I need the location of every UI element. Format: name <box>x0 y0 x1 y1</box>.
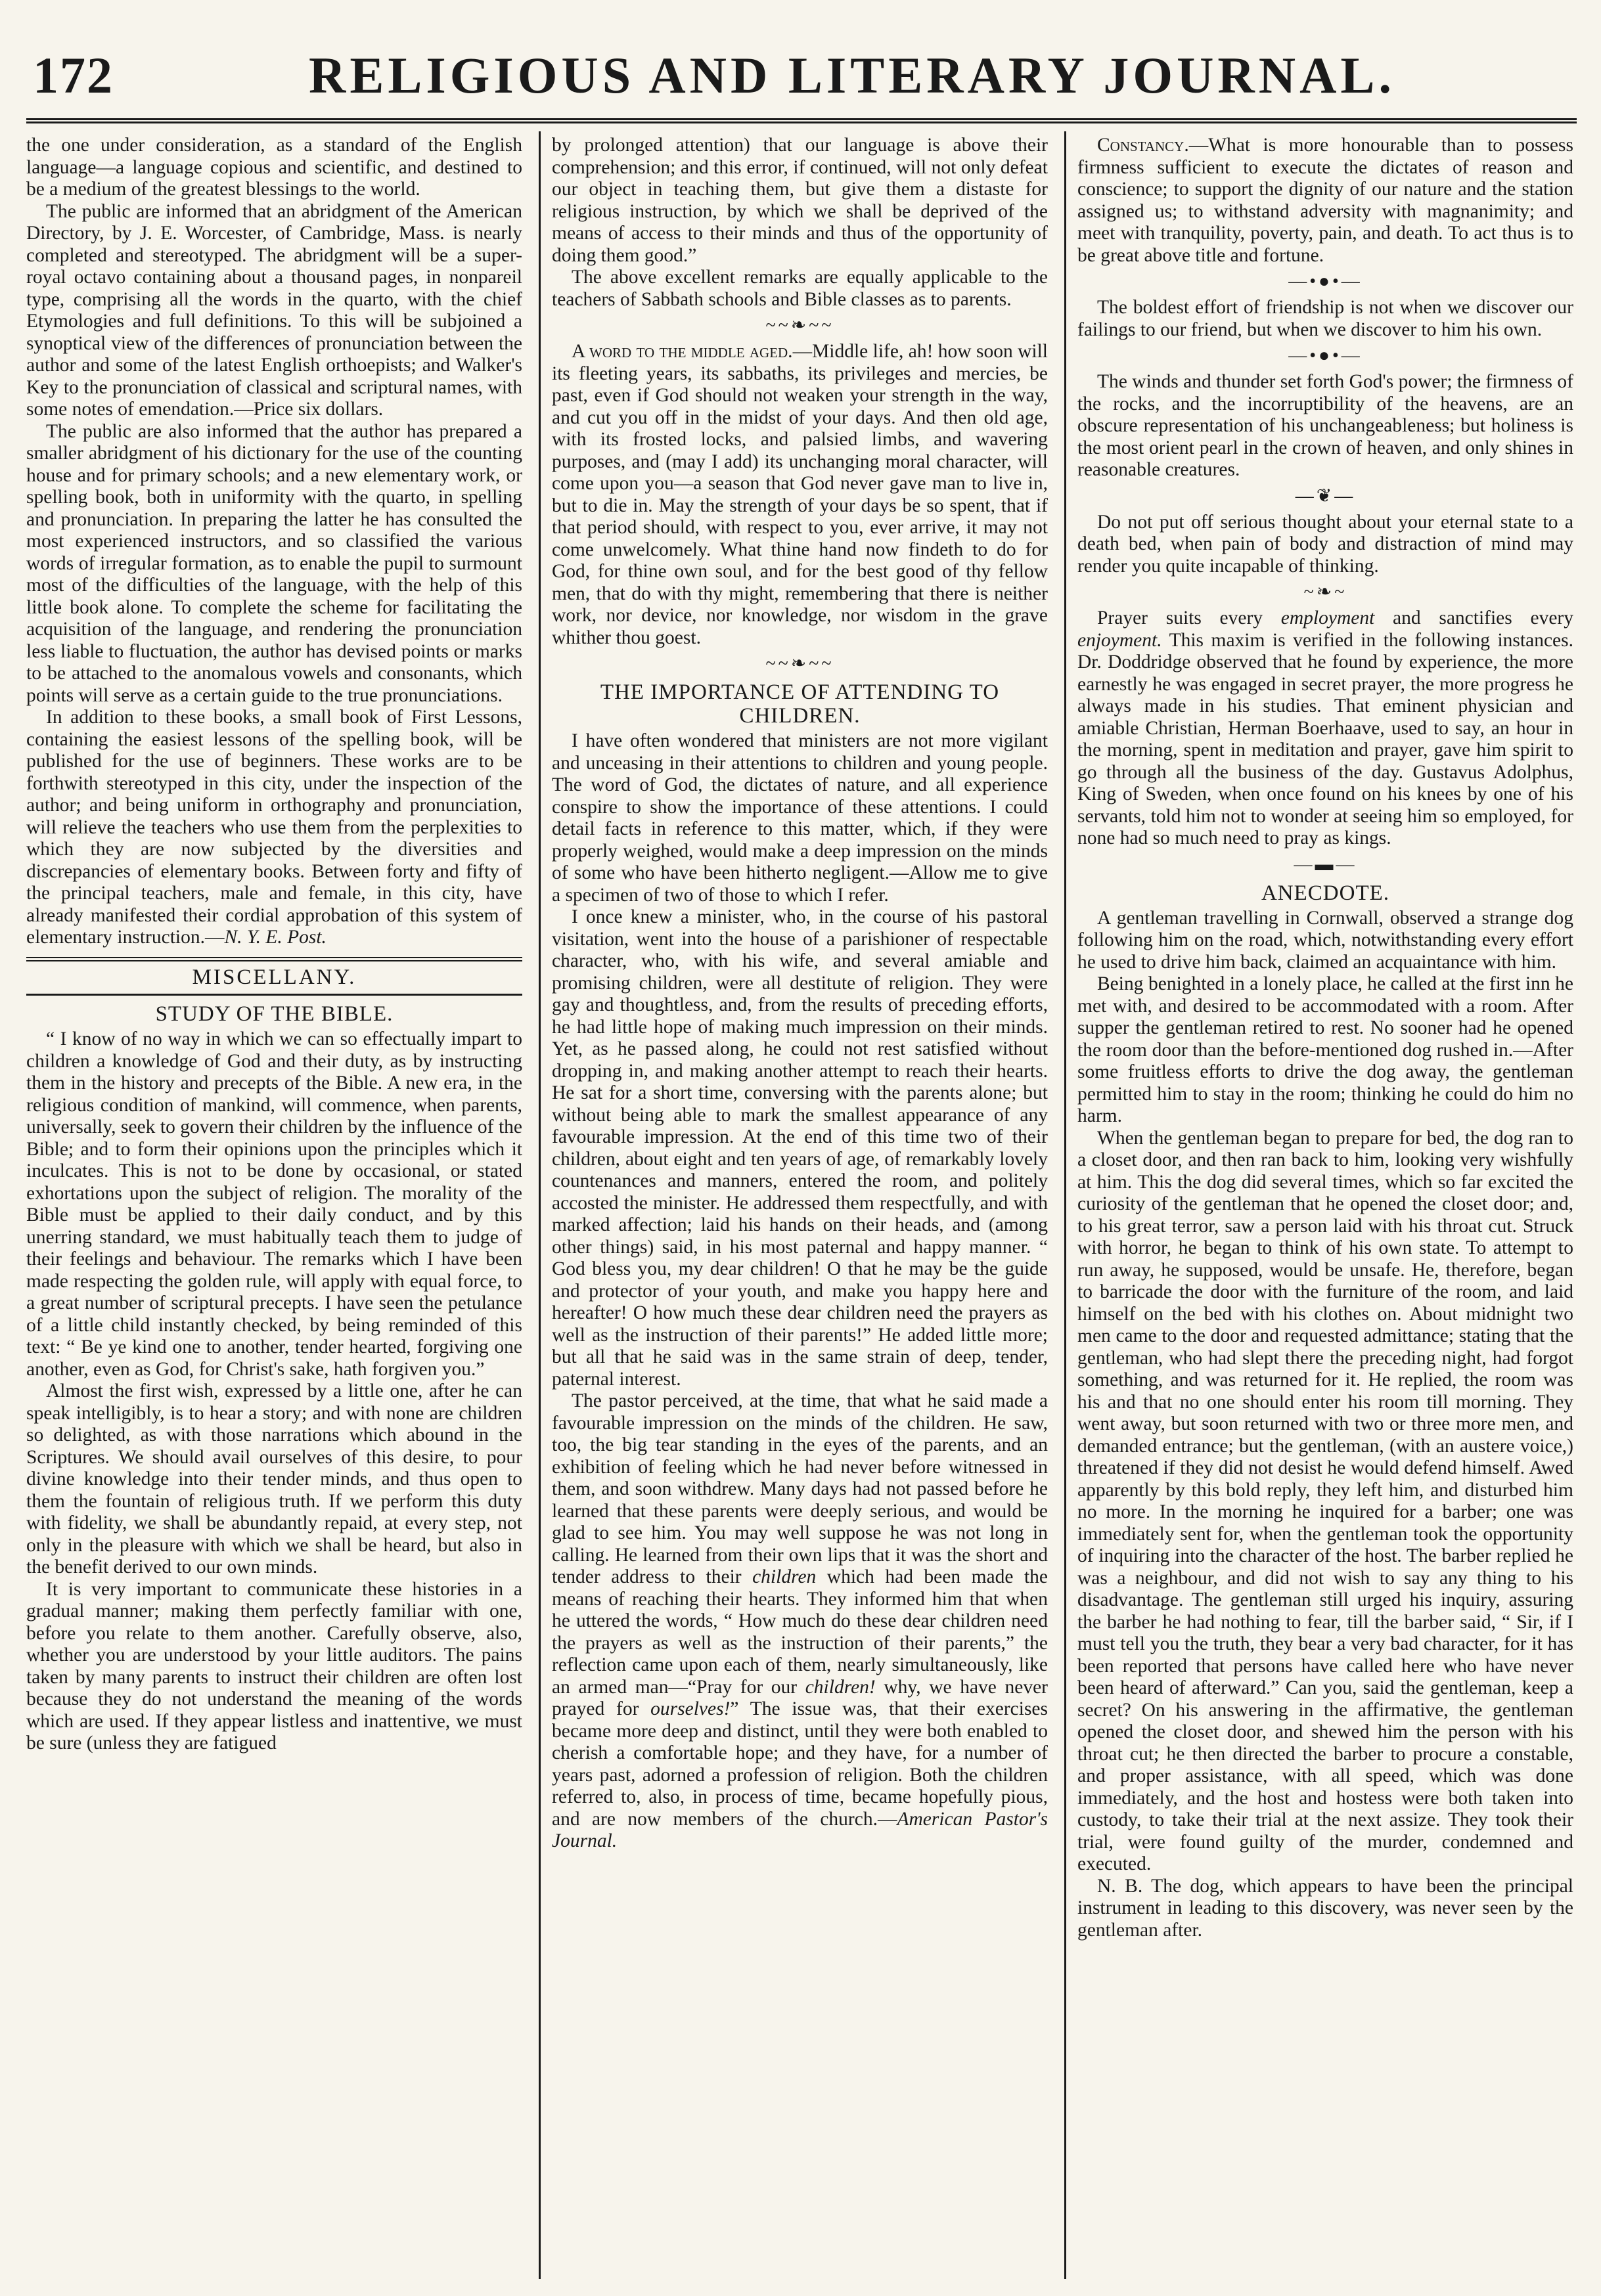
lead-in: Constancy. <box>1097 135 1189 156</box>
paragraph: I once knew a minister, who, in the course of his pastoral visitation, went into the house of a parishioner of respectable character, who, with his wife, and several amiable and promising children, were all destitute of religion. They were gay and thoughtless, and, from the results of preceding efforts, he had little hope of making much impression on their minds. Yet, as he passed along, he could not rest satisfied without dropping in, and making another attempt to reach their hearts. He sat for a short time, conversing with the parents alone; but without being able to mark the smallest appearance of any favourable impression. At the end of this time two of their children, about eight and ten years of age, of remarkably lovely countenances and manners, entered the room, and politely accosted the minister. He addressed them respectfully, and with marked affection; laid his hands on their heads, and (among other things) said, in his most paternal and happy manner. “ God bless you, my dear children! O that he may be the guide and protector of your youth, and make you happy here and hereafter! O how much these dear children need the prayers as well as the instruction of their parents!” He added little more; but all that he said was in the same strain of deep, tender, paternal interest. <box>552 906 1048 1390</box>
article-title: ANECDOTE. <box>1261 881 1390 905</box>
paragraph: “ I know of no way in which we can so effectually impart to children a knowledge of God and their duty, as by instructing them in the history and precepts of the Bible. A new era, in the religious condition of mankind, will commence, when parents, universally, seek to govern their children by the influence of the Bible; and to form their opinions upon the principles which it inculcates. This is not to be done by occasional, or stated exhortations upon the subject of religion. The morality of the Bible must be applied to their daily conduct, and by this unerring standard, we must habitually teach them to judge of their feelings and behaviour. The remarks which I have been made respecting the golden rule, will apply with equal force, to a great number of scriptural precepts. I have seen the petulance of a little child instantly checked, by being reminded of this text: “ Be ye kind one to another, tender hearted, forgiving one another, even as God, for Christ's sake, hath forgiven you.” <box>26 1028 522 1380</box>
ornament-divider: —▬— <box>1294 854 1357 875</box>
paragraph <box>552 341 1048 649</box>
paragraph: When the gentleman began to prepare for bed, the dog ran to a closet door, and then ran back to him, looking very wishfully at him. This the dog did several times, which so far excited the curiosity of the gentleman that he opened the closet door; and, to his great terror, saw a person laid with his throat cut. Struck with horror, he began to think of his own state. To attempt to run away, he supposed, would be unsafe. He, therefore, began to barricade the door with the furniture of the room, and laid himself on the bed with his clothes on. About midnight two men came to the door and requested admittance; stating that the gentleman, who had slept there the preceding night, had forgot something, and was returned for it. He replied, the room was his and that no one should enter his room till morning. They went away, but soon returned with two or three more men, and demanded entrance; but the gentleman, (with an austere voice,) threatened if they did not desist he would defend himself. Awed apparently by this bold reply, they left him, and disturbed him no more. In the morning he inquired for a barber; one was immediately sent for, when the gentleman took the opportunity of inquiring into the character of the host. The barber replied he was a neighbour, and did not wish to say any thing to his disadvantage. The gentleman still urged his inquiry, assuring the barber he had nothing to fear, till the barber said, “ Sir, if I must tell you the truth, they bear a very bad character, for it has been reported that persons have called here who have never been heard of afterward.” Can you, said the gentleman, keep a secret? On his answering in the affirmative, the gentleman opened the closet door, and shewed him the person with his throat cut; he then directed the barber to procure a constable, and proper assistance, with all speed, which was done immediately, and the host and hostess were both taken into custody, to take their trial at the next assize. They took their trial, were found guilty of the murder, condemned and executed. <box>1077 1127 1573 1874</box>
column-2 <box>552 135 1048 2276</box>
page-header <box>26 20 1577 123</box>
paragraph <box>26 707 522 949</box>
paragraph <box>552 1390 1048 1853</box>
paragraph-text: —What is more honourable than to possess firmness sufficient to execute the dictates of reason and conscience; to support the dignity of our nature and the station assigned us; to withstand adversity with magnanimity; and meet with tranquility, poverty, pain, and death. To act thus is to be great above title and fortune. <box>1077 135 1573 266</box>
paragraph <box>1077 607 1573 850</box>
paragraph: I have often wondered that ministers are not more vigilant and unceasing in their attentions to children and young people. The word of God, the dictates of nature, and all experience conspire to show the importance of these attentions. I could detail facts in reference to this matter, which, if they were properly weighed, would make a deep impression on the minds of some who have been hitherto negligent.—Allow me to give a specimen of two of those to which I refer. <box>552 730 1048 906</box>
paragraph: The winds and thunder set forth God's power; the firmness of the rocks, and the incorruptibility of the heavens, are an obscure representation of his unchangeableness; but holiness is the most orient pearl in the crown of heaven, and only shines in reasonable creatures. <box>1077 371 1573 480</box>
emphasis: children! <box>805 1676 876 1698</box>
source-credit: American Pastor's Journal. <box>552 1808 1048 1851</box>
paragraph-text: and sanctifies every <box>1374 607 1573 629</box>
paragraph-text: why, we have never prayed for <box>552 1676 1048 1719</box>
ornament-divider: ~~❧~~ <box>765 653 834 674</box>
emphasis: employment <box>1280 607 1375 629</box>
paragraph: The public are informed that an abridgment of the American Directory, by J. E. Worcester, of Cambridge, Mass. is nearly completed and stereotyped. The abridgment will be a super-royal octavo containing about a thousand pages, in nonpareil type, comprising all the words in the quarto, with the chief Etymologies and full definitions. To this will be subjoined a synoptical view of the differences of pronunciation between the author and some of the latest English orthoepists; and Walker's Key to the pronunciation of classical and scriptural names, with some notes of emendation.—Price six dollars. <box>26 200 522 420</box>
column-rule-2 <box>1064 131 1066 2279</box>
paragraph: N. B. The dog, which appears to have been the principal instrument in leading to this discovery, was never seen by the gentleman after. <box>1077 1875 1573 1941</box>
paragraph: the one under consideration, as a standard of the English language—a language copious and scientific, and destined to be a medium of the greatest blessings to the world. <box>26 135 522 200</box>
paragraph-text: In addition to these books, a small book of First Lessons, containing the easiest lessons of the spelling book, will be published for the use of beginners. These works are to be forthwith stereotyped in this city, under the inspection of the author; and being uniform in orthography and pronunciation, will relieve the teachers who use them from the perplexities to which they are now subjected by the diversities and discrepancies of elementary books. Between forty and fifty of the principal teachers, male and female, in this city, have already manifested their cordial approbation of this system of elementary instruction.— <box>26 707 522 948</box>
paragraph <box>1077 135 1573 267</box>
paragraph: A gentleman travelling in Cornwall, observed a strange dog following him on the road, which, notwithstanding every effort he used to drive him back, claimed an acquaintance with him. <box>1077 907 1573 973</box>
paragraph: The public are also informed that the author has prepared a smaller abridgment of his dictionary for the use of the counting house and for primary schools; and a new elementary work, or spelling book, both in uniformity with the quarto, in spelling and pronunciation. In preparing the latter he has consulted the most experienced instructors, and so classified the various words of irregular formation, as to enable the pupil to surmount most of the difficulties of the language, with the help of this little book alone. To complete the scheme for facilitating the acquisition of the language, and rendering the pronunciation less liable to fluctuation, the author has devised points or marks to be attached to the anomalous vowels and consonants, which points will serve as a certain guide to the true pronunciations. <box>26 420 522 706</box>
emphasis: ourselves! <box>650 1698 731 1719</box>
article-title: THE IMPORTANCE OF ATTENDING TO CHILDREN. <box>600 680 1000 728</box>
paragraph-text: The pastor perceived, at the time, that what he said made a favourable impression on the minds of the children. He saw, too, the big tear standing in the eyes of the parents, and an exhibition of feeling which he had never before witnessed in them, and soon withdrew. Many days had not passed before he learned that these parents were deeply serious, and would be glad to see him. You may well suppose he was not long in calling. He learned from their own lips that it was the short and tender address to their <box>552 1390 1048 1587</box>
emphasis: enjoyment. <box>1077 629 1162 651</box>
paragraph: by prolonged attention) that our language is above their comprehension; and this error, if continued, will not only defeat our object in teaching them, but give them a distaste for religious instruction, by which we shall be deprived of the means of access to their minds and thus of the opportunity of doing them good.” <box>552 135 1048 266</box>
paragraph: The boldest effort of friendship is not when we discover our failings to our friend, but when we discover to him his own. <box>1077 297 1573 340</box>
paragraph-text: —Middle life, ah! how soon will its fleeting years, its sabbaths, its privileges and mercies, be past, even if God should not weaken your strength in the way, and cut you off in the midst of your days. And then old age, with its frosted locks, and palsied limbs, and wavering purposes, and (may I add) its unchanging moral character, will come upon you—a season that God never gave man to live in, but to die in. May the strength of your days be so spent, that if that period should, with respect to you, ever arrive, it may not come unwelcomely. What thine hand now findeth to do for God, for thine own soul, and for the best good of thy fellow men, that do with thy might, remembering that there is neither work, nor device, nor knowledge, nor wisdom in the grave whither thou goest. <box>552 341 1048 648</box>
paragraph: It is very important to communicate these histories in a gradual manner; making them perfectly familiar with one, before you relate to them another. Carefully observe, also, whether you are understood by your little auditors. The pains taken by many parents to instruct their children are often lost because they do not understand the meaning of the words which are used. If they appear listless and inattentive, we must be sure (unless they are fatigued <box>26 1578 522 1754</box>
paragraph: Being benighted in a lonely place, he called at the first inn he met with, and desired to be accommodated with a room. After supper the gentleman retired to rest. No sooner had he opened the room door than the before-mentioned dog rushed in.—After some fruitless efforts to drive the dog away, the gentleman permitted him to stay in the room; thinking he could do him no harm. <box>1077 973 1573 1126</box>
paragraph: Do not put off serious thought about your eternal state to a death bed, when pain of body and distraction of mind may render you quite incapable of thinking. <box>1077 511 1573 577</box>
paragraph-text: This maxim is verified in the following instances. Dr. Doddridge observed that he found by experience, the more earnestly he was engaged in secret prayer, the more progress he always made in his studies. That eminent physician and amiable Christian, Herman Boerhaave, used to say, an hour in the morning, spent in meditation and prayer, gave him spirit to go through all the business of the day. Gustavus Adolphus, King of Sweden, when once found on his knees by one of his servants, told him not to wonder at seeing him so employed, for none had so much need to pray as kings. <box>1077 629 1573 849</box>
ornament-divider: —•●•— <box>1288 345 1363 366</box>
paragraph-text: which had been made the means of reaching their hearts. They informed him that when he uttered the words, “ How much do these dear children need the prayers as well as the instruction of their parents,” the reflection came upon each of them, nearly simultaneously, like an armed man—“Pray for our <box>552 1566 1048 1698</box>
emphasis: children <box>752 1566 817 1587</box>
paragraph: Almost the first wish, expressed by a little one, after he can speak intelligibly, is to hear a story; and with none are children so delighted, as with those narrations which abound in the Scriptures. We should avail ourselves of this desire, to pour divine knowledge into their tender minds, and thus open to them the fountain of religious truth. If we perform this duty with fidelity, we shall be abundantly repaid, at every step, not only in the pleasure with which we shall be heard, but also in the benefit derived to our own minds. <box>26 1380 522 1578</box>
ornament-divider: ~❧~ <box>1303 582 1347 602</box>
article-title: STUDY OF THE BIBLE. <box>155 1002 394 1026</box>
paragraph-text: Prayer suits every <box>1097 607 1281 629</box>
ornament-divider: ~~❧~~ <box>765 315 834 336</box>
journal-title: RELIGIOUS AND LITERARY JOURNAL. <box>309 47 1395 104</box>
column-3 <box>1077 135 1573 2276</box>
ornament-divider: —•●•— <box>1288 271 1363 292</box>
paragraph: The above excellent remarks are equally applicable to the teachers of Sabbath schools and Bible classes as to parents. <box>552 267 1048 310</box>
ornament-divider: —❦— <box>1295 485 1356 506</box>
column-rule-1 <box>539 131 541 2279</box>
paragraph-text: ” The issue was, that their exercises became more deep and distinct, until they were both enabled to cherish a comfortable hope; and they have, for a number of years past, adorned a profession of religion. Both the children referred to, also, in process of time, became hopefully pious, and are now members of the church.— <box>552 1698 1048 1830</box>
source-credit: N. Y. E. Post. <box>224 927 327 948</box>
section-title: MISCELLANY. <box>26 957 522 996</box>
lead-in: A word to the middle aged. <box>572 341 793 362</box>
page-number: 172 <box>33 47 114 104</box>
column-1 <box>26 135 522 2276</box>
